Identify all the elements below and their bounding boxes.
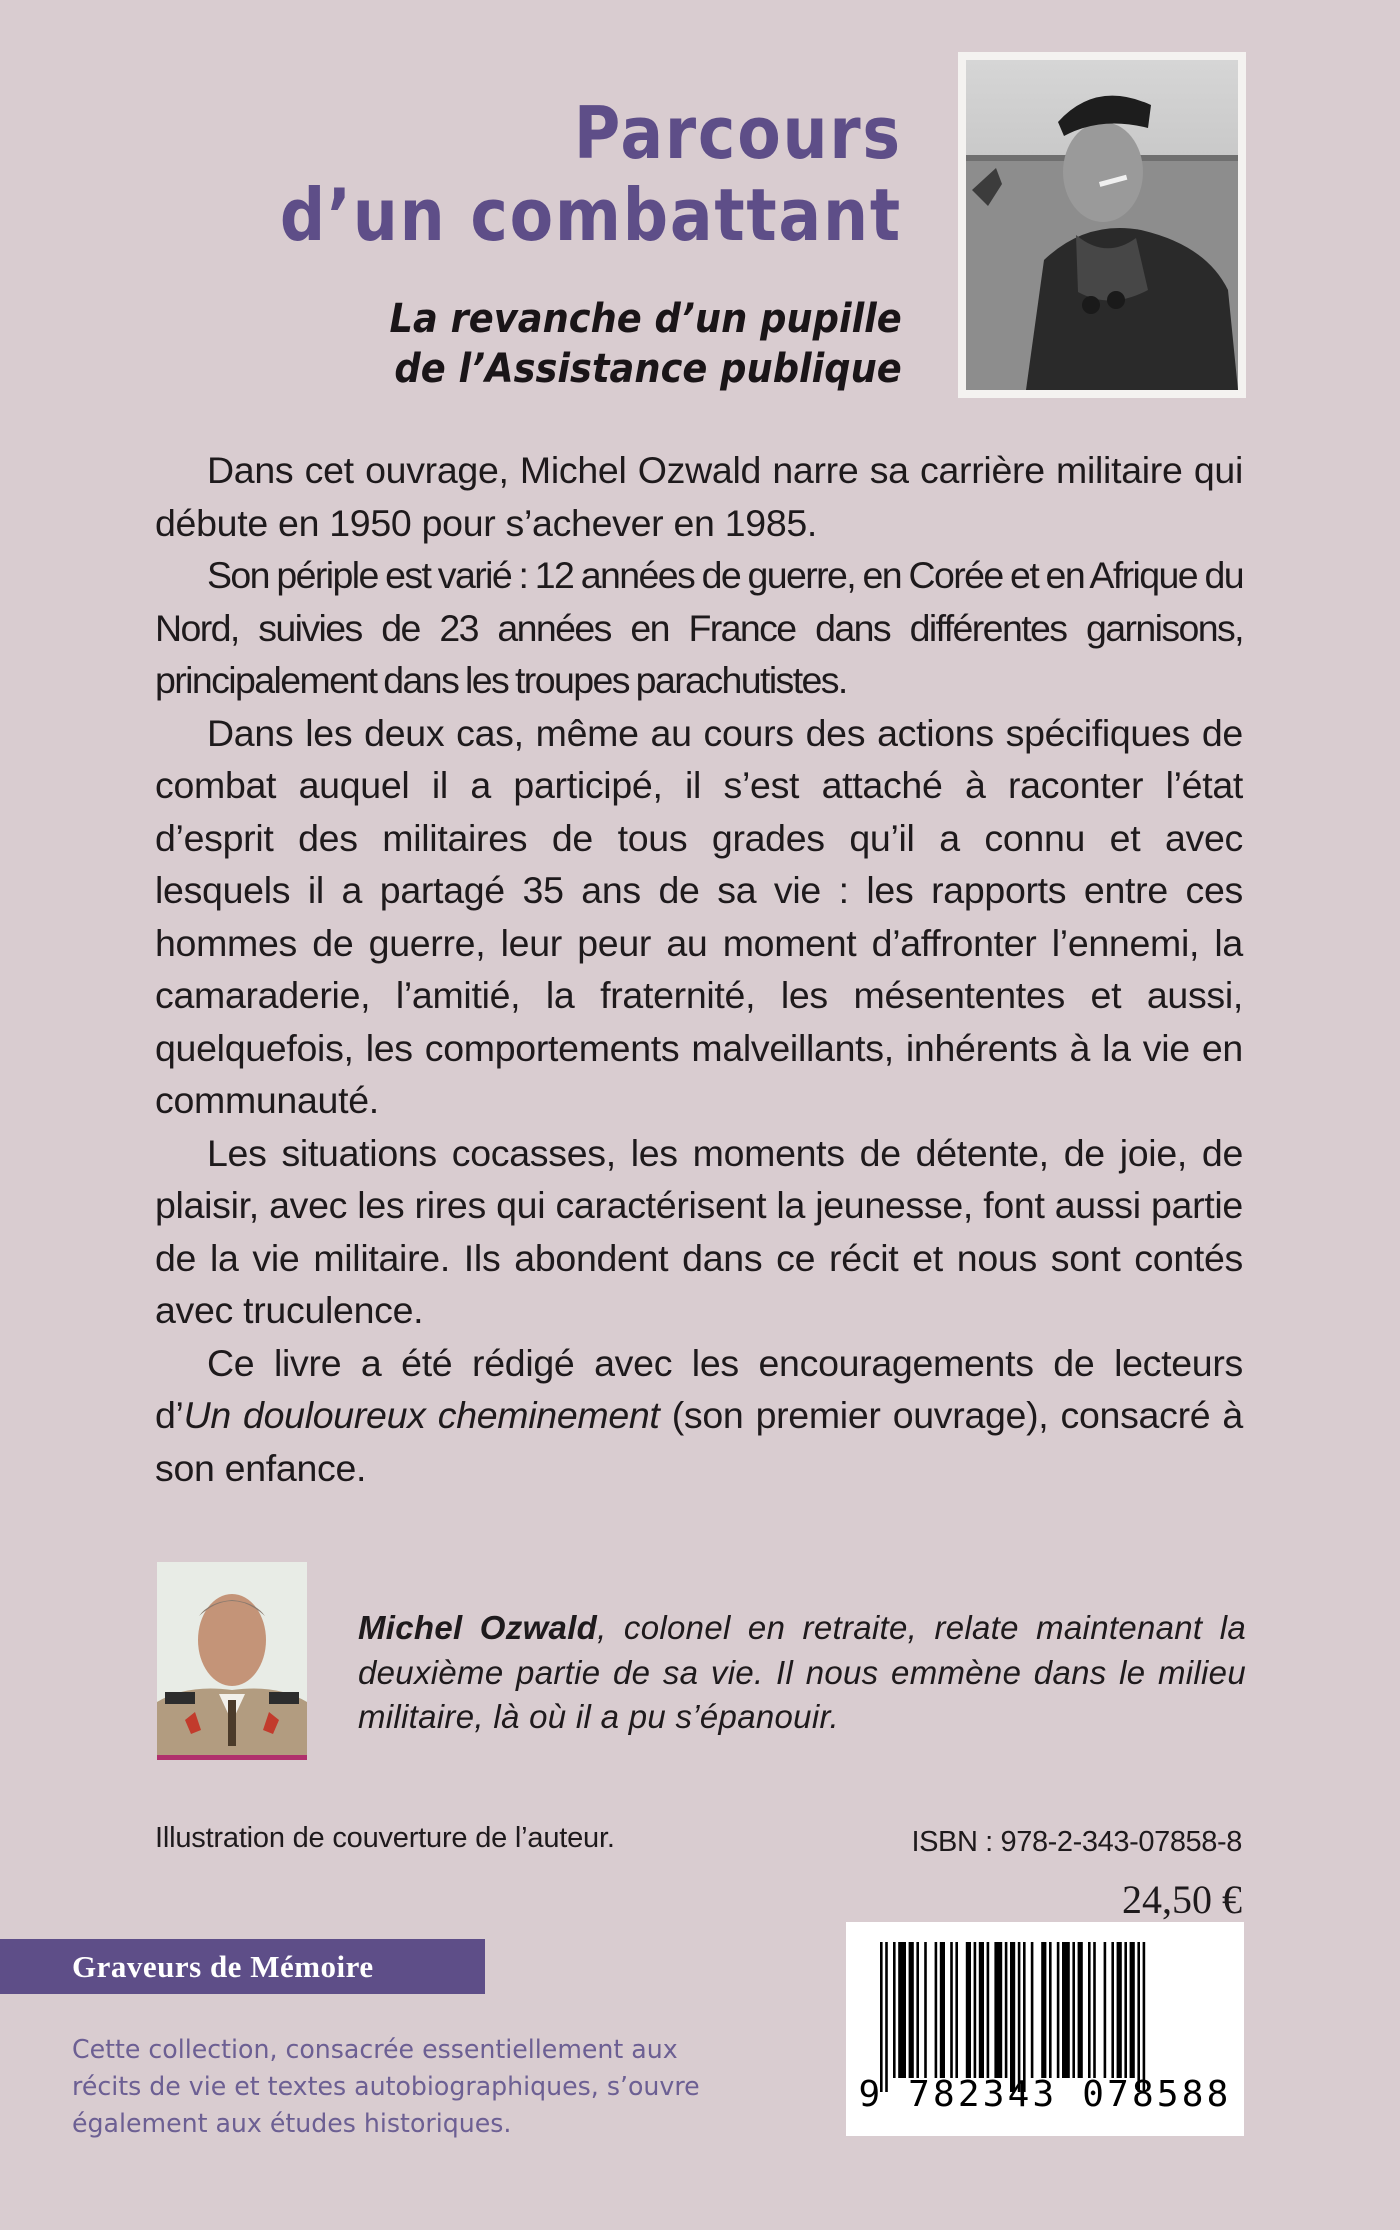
barcode-bar <box>1137 1942 1140 2092</box>
book-subtitle-line2: de l’Assistance publique <box>394 346 902 392</box>
previous-book-title: Un douloureux cheminement <box>183 1394 660 1436</box>
barcode-bar <box>909 1942 914 2078</box>
book-subtitle <box>390 294 902 394</box>
barcode-bar <box>1117 1942 1122 2078</box>
collection-name: Graveurs de Mémoire <box>0 1939 485 1994</box>
blurb-paragraph-2: Son périple est varié : 12 années de guerre, en Corée et en Afrique du Nord, suivies de 23 années en France dans différentes garnisons, principalement dans les troupes parachutistes. <box>155 554 1243 701</box>
barcode-bar <box>1078 1942 1083 2078</box>
cover-credit: Illustration de couverture de l’auteur. <box>155 1822 615 1854</box>
barcode-bar <box>994 1942 1002 2078</box>
blurb-paragraph-5 <box>155 1337 1243 1495</box>
soldier-photo-image <box>966 60 1238 390</box>
author-name: Michel Ozwald <box>358 1609 598 1646</box>
barcode-bar <box>1010 1942 1015 2092</box>
barcode-bar <box>1093 1942 1096 2078</box>
barcode-graphic <box>846 1922 1244 2136</box>
barcode-bar <box>1088 1942 1091 2078</box>
barcode-bar <box>1130 1942 1135 2078</box>
barcode-bar <box>950 1942 953 2078</box>
barcode-bar <box>966 1942 971 2078</box>
barcode-bar <box>1041 1942 1046 2078</box>
blurb-paragraph-1: Dans cet ouvrage, Michel Ozwald narre sa carrière militaire qui débute en 1950 pour s’achever en 1985. <box>155 449 1243 544</box>
barcode-bar <box>1072 1942 1075 2078</box>
collection-description: Cette collection, consacrée essentiellement aux récits de vie et textes autobiographiques, s’ouvre également aux études historiques. <box>72 2035 700 2139</box>
barcode-bar <box>880 1942 883 2092</box>
barcode-bar <box>987 1942 990 2078</box>
barcode-bar <box>1023 1942 1026 2092</box>
book-title-line1: Parcours <box>574 91 902 175</box>
barcode-bar <box>1005 1942 1008 2078</box>
isbn: ISBN : 978-2-343-07858-8 <box>911 1826 1242 1858</box>
blurb-paragraph-4: Les situations cocasses, les moments de détente, de joie, de plaisir, avec les rires qui caractérisent la jeunesse, font aussi partie de la vie militaire. Ils abondent dans ce récit et nous sont contés avec truculence. <box>155 1131 1243 1331</box>
barcode-bar <box>974 1942 977 2078</box>
barcode-bar <box>1049 1942 1052 2078</box>
barcode <box>846 1922 1244 2136</box>
barcode-bar <box>1104 1942 1107 2078</box>
barcode-bar <box>898 1942 906 2078</box>
barcode-bar <box>1124 1942 1127 2078</box>
author-bio <box>358 1606 1246 1740</box>
author-photo <box>157 1562 307 1760</box>
blurb-paragraph-5-end: (son premier ouvrage), consacré à son enfance. <box>155 1394 1243 1489</box>
blurb-text <box>155 444 1243 1494</box>
barcode-bar <box>916 1942 919 2078</box>
barcode-bar <box>979 1942 984 2078</box>
barcode-bar <box>1018 1942 1021 2092</box>
barcode-bar <box>885 1942 888 2092</box>
barcode-bar <box>1057 1942 1060 2078</box>
barcode-bar <box>1111 1942 1114 2078</box>
barcode-bar <box>1062 1942 1070 2078</box>
price: 24,50 € <box>1122 1877 1242 1922</box>
barcode-bar <box>935 1942 938 2078</box>
barcode-bar <box>1031 1942 1034 2078</box>
book-subtitle-line1: La revanche d’un pupille <box>389 296 902 342</box>
blurb-paragraph-5-start: Ce livre a été rédigé avec les encouragements de lecteurs d’ <box>155 1341 1243 1436</box>
author-photo-image <box>157 1562 307 1760</box>
author-bio-text: , colonel en retraite, relate maintenant la deuxième partie de sa vie. Il nous emmène dans le milieu militaire, là où il a pu s’épanouir. <box>358 1609 1246 1735</box>
barcode-bars <box>880 1942 1145 2092</box>
book-title-line2: d’un combattant <box>279 173 902 257</box>
blurb-paragraph-3: Dans les deux cas, même au cours des actions spécifiques de combat auquel il a participé, il s’est attaché à raconter l’état d’esprit des militaires de tous grades qu’il a connu et avec lesquels il a partagé 35 ans de sa vie : les rapports entre ces hommes de guerre, leur peur au moment d’affronter l’ennemi, la camaraderie, l’amitié, la fraternité, les mésententes et aussi, quelquefois, les comportements malveillants, inhérents à la vie en communauté. <box>155 711 1243 1121</box>
soldier-photo <box>958 52 1246 398</box>
barcode-bar <box>893 1942 896 2078</box>
barcode-bar <box>940 1942 945 2078</box>
barcode-bar <box>924 1942 927 2078</box>
barcode-digits: 9 782343 078588 <box>858 2074 1232 2115</box>
barcode-bar <box>1143 1942 1146 2092</box>
barcode-bar <box>955 1942 958 2078</box>
book-title <box>280 92 902 256</box>
